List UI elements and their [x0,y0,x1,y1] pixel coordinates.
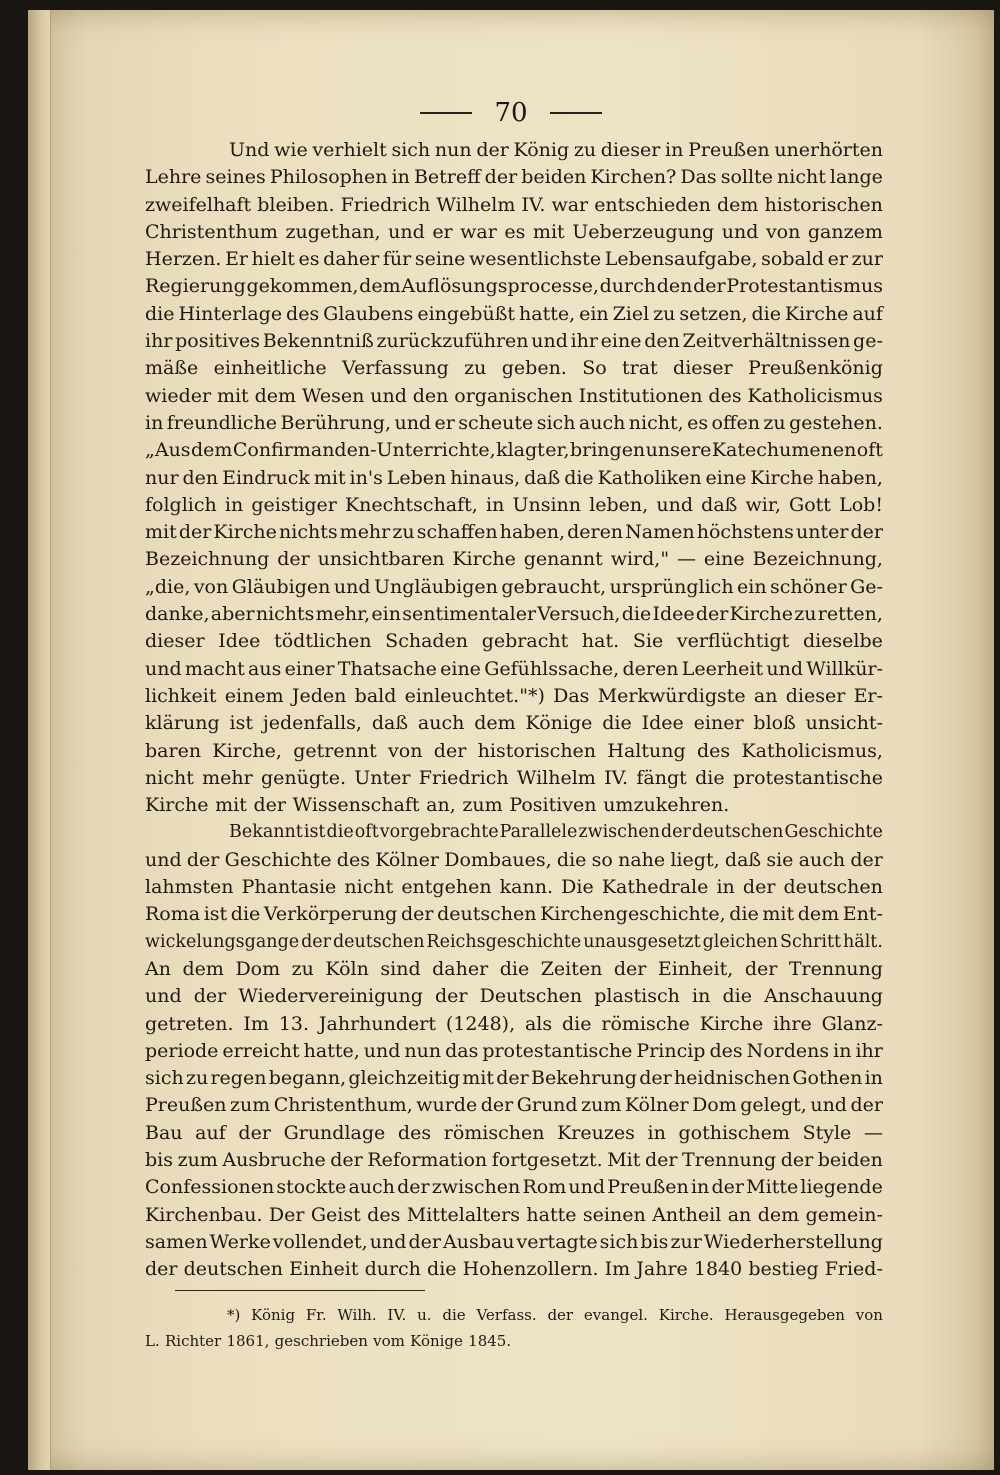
header-rule-right [550,112,602,114]
text-line: nicht mehr genügte. Unter Friedrich Wilhelm IV. fängt die protestantische [145,766,883,789]
text-line: Bezeichnung der unsichtbaren Kirche genannt wird," — eine Bezeichnung, [145,548,883,571]
text-line: und der Wiedervereinigung der Deutschen plastisch in die Anschauung [145,985,883,1008]
text-line: Preußen zum Christenthum, wurde der Grund zum Kölner Dom gelegt, und der [145,1094,883,1117]
text-line: getreten. Im 13. Jahrhundert (1248), als die römische Kirche ihre Glanz- [145,1012,883,1035]
text-line: und macht aus einer Thatsache eine Gefühlssache, deren Leerheit und Willkür- [145,657,883,680]
text-line: folglich in geistiger Knechtschaft, in Unsinn leben, und daß wir, Gott Lob! [145,493,883,516]
text-line: Kirchenbau. Der Geist des Mittelalters hatte seinen Antheil an dem gemein- [145,1203,883,1226]
text-line: klärung ist jedenfalls, daß auch dem Könige die Idee einer bloß unsicht- [145,712,883,735]
text-line: mäße einheitliche Verfassung zu geben. So trat dieser Preußenkönig [145,357,883,380]
text-line: Roma ist die Verkörperung der deutschen Kirchengeschichte, die mit dem Ent- [145,903,883,926]
text-line: der deutschen Einheit durch die Hohenzollern. Im Jahre 1840 bestieg Fried- [145,1258,883,1281]
text-line: danke, aber nichts mehr, ein sentimentaler Versuch, die Idee der Kirche zu retten, [145,603,883,626]
text-line: Bau auf der Grundlage des römischen Kreuzes in gothischem Style — [145,1121,883,1144]
text-line: und der Geschichte des Kölner Dombaues, die so nahe liegt, daß sie auch der [145,848,883,871]
text-line: sich zu regen begann, gleichzeitig mit der Bekehrung der heidnischen Gothen in [145,1067,883,1090]
page-number: 70 [494,98,528,128]
text-line: mit der Kirche nichts mehr zu schaffen haben, deren Namen höchstens unter der [145,521,883,544]
text-line: samen Werke vollendet, und der Ausbau vertagte sich bis zur Wiederherstellung [145,1230,883,1253]
text-line: „die, von Gläubigen und Ungläubigen gebraucht, ursprünglich ein schöner Ge- [145,575,883,598]
text-line: wieder mit dem Wesen und den organischen Institutionen des Katholicismus [145,384,883,407]
footnote-line: *) König Fr. Wilh. IV. u. die Verfass. der evangel. Kirche. Herausgegeben von [227,1306,883,1324]
text-line: An dem Dom zu Köln sind daher die Zeiten der Einheit, der Trennung [145,957,883,980]
text-line: lichkeit einem Jeden bald einleuchtet."*) Das Merkwürdigste an dieser Er- [145,684,883,707]
text-line: periode erreicht hatte, und nun das protestantische Princip des Nordens in ihr [145,1039,883,1062]
page-header [28,98,994,128]
text-line: wickelungsgange der deutschen Reichsgeschichte unausgesetzt gleichen Schritt hält. [145,931,883,952]
text-line: lahmsten Phantasie nicht entgehen kann. Die Kathedrale in der deutschen [145,876,883,899]
footnote [145,1302,883,1354]
text-line: Christenthum zugethan, und er war es mit Ueberzeugung und von ganzem [145,220,883,243]
text-line: Und wie verhielt sich nun der König zu dieser in Preußen unerhörten [229,139,883,161]
text-line: Kirche mit der Wissenschaft an, zum Positiven umzukehren. [145,794,730,817]
text-line: Confessionen stockte auch der zwischen Rom und Preußen in der Mitte liegende [145,1176,883,1199]
text-line: ihr positives Bekenntniß zurückzuführen und ihr eine den Zeitverhältnissen ge- [145,330,883,353]
text-line: Lehre seines Philosophen in Betreff der beiden Kirchen? Das sollte nicht lange [145,166,883,189]
text-line: nur den Eindruck mit in's Leben hinaus, daß die Katholiken eine Kirche haben, [145,466,883,489]
body-text [145,137,883,1283]
text-line: zweifelhaft bleiben. Friedrich Wilhelm IV. war entschieden dem historischen [145,193,883,216]
text-line: „Aus dem Confirmanden-Unterrichte, klagt er, bringen unsere Katechumenen oft [145,439,883,462]
text-line: Herzen. Er hielt es daher für seine wesentlichste Lebensaufgabe, sobald er zur [145,248,883,271]
text-line: baren Kirche, getrennt von der historischen Haltung des Katholicismus, [145,739,883,762]
text-line: in freundliche Berührung, und er scheute sich auch nicht, es offen zu gestehen. [145,411,883,434]
text-line: bis zum Ausbruche der Reformation fortgesetzt. Mit der Trennung der beiden [145,1148,883,1171]
footnote-line: L. Richter 1861, geschrieben vom Könige 1845. [145,1332,512,1350]
text-line: Regierung gekommen, dem Auflösungsprocesse, durch den der Protestantismus [145,275,883,298]
text-line: Bekannt ist die oft vorgebrachte Parallele zwischen der deutschen Geschichte [229,822,883,843]
text-line: die Hinterlage des Glaubens eingebüßt hatte, ein Ziel zu setzen, die Kirche auf [145,302,883,325]
page-binding-edge [28,10,51,1470]
header-rule-left [420,112,472,114]
footnote-separator [175,1290,425,1291]
text-line: dieser Idee tödtlichen Schaden gebracht hat. Sie verflüchtigt dieselbe [145,630,883,653]
